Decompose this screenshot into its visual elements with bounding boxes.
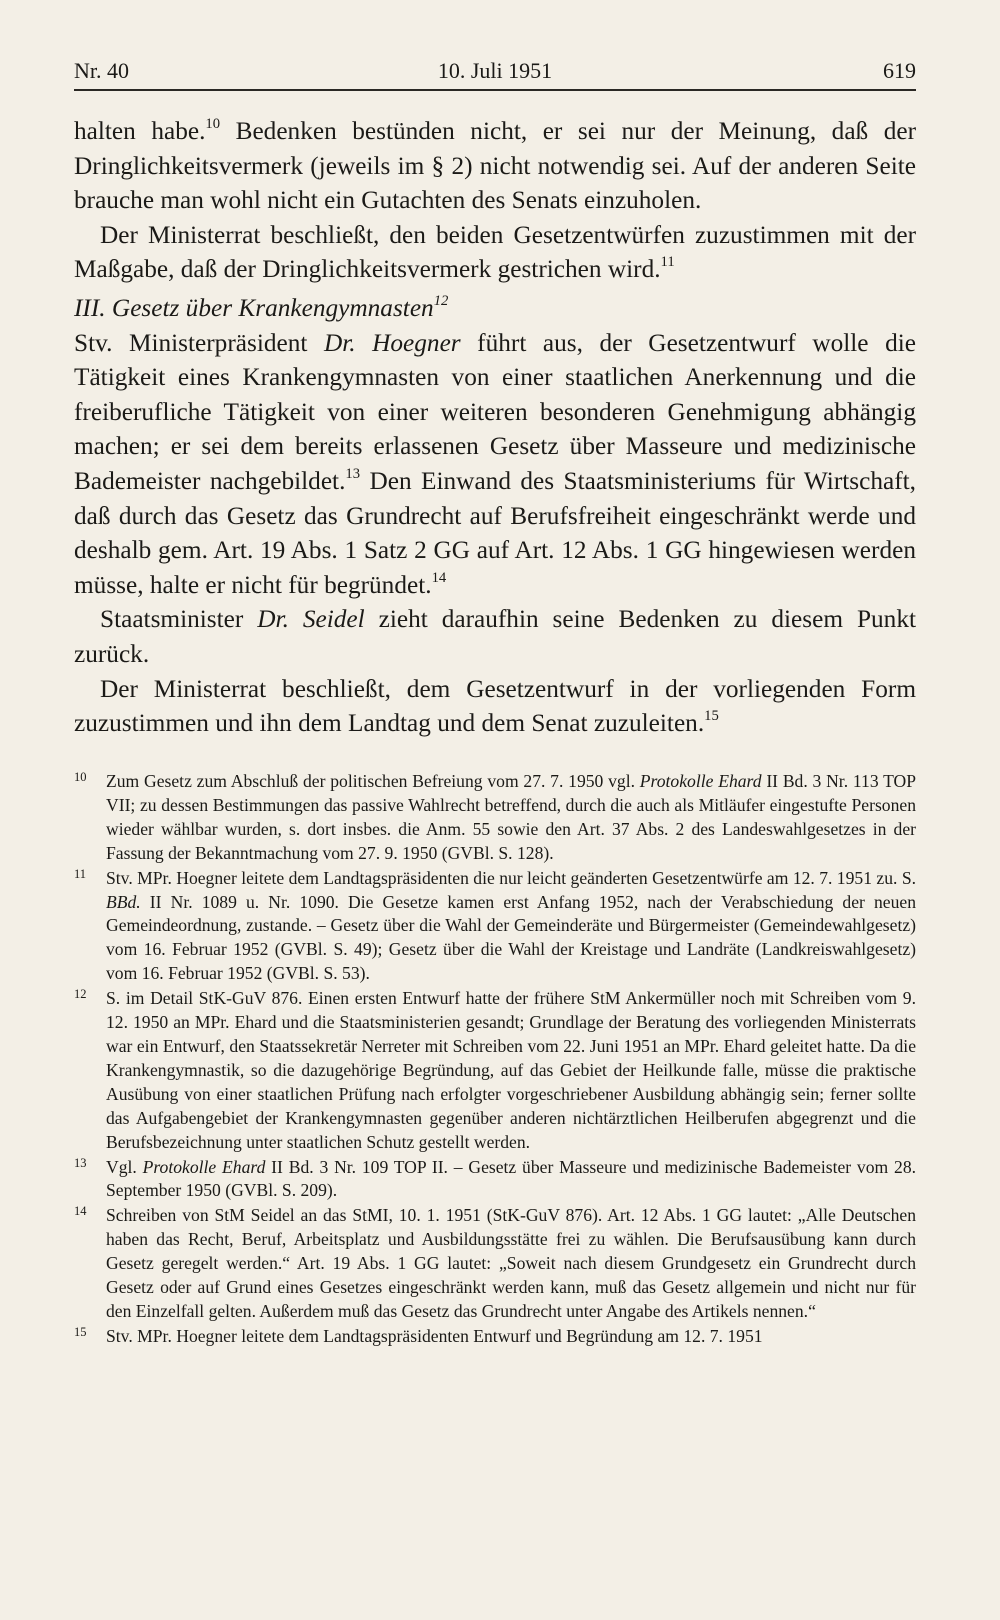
footnote-13	[74, 1156, 916, 1204]
text-run: Stv. MPr. Hoegner leitete dem Landtagspräsidenten Entwurf und Begründung am 12. 7. 1951	[106, 1325, 763, 1346]
text-run: Stv. Ministerpräsident	[74, 328, 324, 357]
footnote-12	[74, 987, 916, 1154]
footnote-number: 12	[74, 987, 87, 1002]
text-run: Den Einwand des Staatsministeriums für Wirtschaft, daß durch das Gesetz das Grundrecht auf Berufsfreiheit eingeschränkt werde und deshalb gem. Art. 19 Abs. 1 Satz 2 GG auf Art. 12 Abs. 1 GG hingewiesen werden müsse, halte er nicht für begründet.	[74, 466, 917, 599]
citation-title: Protokolle Ehard	[639, 771, 762, 791]
text-run: Der Ministerrat beschließt, dem Gesetzentwurf in der vorliegenden Form zuzustimmen und ihn dem Landtag und dem Senat zuzuleiten.	[74, 674, 916, 738]
footnote-ref-10: 10	[205, 116, 221, 132]
person-name: Dr. Hoegner	[323, 328, 461, 357]
footnote-11	[74, 867, 916, 987]
footnote-ref-14: 14	[431, 569, 447, 586]
citation-title: BBd.	[106, 891, 141, 912]
text-run: II Bd. 3 Nr. 113 TOP VII; zu dessen Bestimmungen das passive Wahlrecht betreffend, durch die auch als Mitläufer eingestufte Personen wieder wählbar wurden, s. dort insbes. die Anm. 55 sowie den Art. 37 Abs. 2 des Landeswahlgesetzes in der Fassung der Bekanntmachung vom 27. 9. 1950 (GVBl. S. 128).	[106, 771, 917, 863]
text-run: II Nr. 1089 u. Nr. 1090. Die Gesetze kamen erst Anfang 1952, nach der Verabschiedung der neuen Gemeindeordnung, zustande. – Gesetz über die Wahl der Gemeinderäte und Bürgermeister (Gemeindewahlgesetz) vom 16. Februar 1952 (GVBl. S. 49); Gesetz über die Wahl der Kreistage und Landräte (Landkreiswahlgesetz) vom 16. Februar 1952 (GVBl. S. 53).	[106, 891, 916, 984]
footnotes	[74, 770, 916, 1350]
footnote-number: 10	[74, 770, 87, 784]
text-run: halten habe.	[74, 117, 206, 145]
citation-title: Protokolle Ehard	[142, 1156, 266, 1177]
paragraph-1	[74, 114, 916, 218]
paragraph-3	[74, 326, 916, 603]
text-run: Zum Gesetz zum Abschluß der politischen Befreiung vom 27. 7. 1950 vgl.	[106, 771, 640, 791]
page-header	[74, 50, 916, 90]
person-name: Dr. Seidel	[257, 605, 365, 634]
text-run: Bedenken bestünden nicht, er sei nur der Meinung, daß der Dringlichkeitsvermerk (jeweils im § 2) nicht notwendig sei. Auf der anderen Seite brauche man wohl nicht ein Gutachten des Senats einzuholen.	[74, 117, 917, 215]
footnote-number: 11	[74, 866, 87, 881]
heading-text: III. Gesetz über Krankengymnasten	[74, 293, 434, 322]
page-number: 619	[883, 58, 916, 83]
text-run: Vgl.	[106, 1156, 143, 1177]
protocol-number: Nr. 40	[74, 58, 129, 83]
section-heading	[74, 291, 916, 326]
text-run: zieht daraufhin seine Bedenken zu diesem Punkt zurück.	[74, 605, 916, 668]
text-run: II Bd. 3 Nr. 109 TOP II. – Gesetz über Masseure und medizinische Bademeister vom 28. September 1950 (GVBl. S. 209).	[106, 1156, 917, 1201]
session-date: 10. Juli 1951	[437, 58, 553, 83]
header-rule	[74, 89, 916, 91]
text-run: Staatsminister	[100, 605, 258, 634]
footnote-ref-13: 13	[345, 465, 361, 482]
paragraph-4	[74, 602, 916, 671]
footnote-15	[74, 1325, 916, 1349]
footnote-number: 15	[74, 1324, 87, 1339]
footnote-ref-15: 15	[704, 708, 719, 725]
text-run: Stv. MPr. Hoegner leitete dem Landtagspräsidenten die nur leicht geänderten Gesetzentwürfe am 12. 7. 1951 zu. S.	[106, 867, 916, 888]
main-text	[74, 114, 916, 741]
footnote-14	[74, 1204, 916, 1324]
footnote-number: 14	[74, 1204, 87, 1219]
footnote-ref-11: 11	[660, 254, 675, 271]
footnote-10	[74, 770, 916, 866]
text-run: Schreiben von StM Seidel an das StMI, 10. 1. 1951 (StK-GuV 876). Art. 12 Abs. 1 GG lautet: „Alle Deutschen haben das Recht, Beruf, Arbeitsplatz und Ausbildungsstätte frei zu wählen. Die Berufsausübung kann durch Gesetz geregelt werden.“ Art. 19 Abs. 1 GG lautet: „Soweit nach diesem Grundgesetz ein Grundrecht durch Gesetz oder auf Grund eines Gesetzes eingeschränkt werden kann, muß das Gesetz allgemein und nicht nur für den Einzelfall gelten. Außerdem muß das Gesetz das Grundrecht unter Angabe des Artikels nennen.“	[106, 1205, 916, 1321]
footnote-number: 13	[74, 1155, 87, 1170]
paragraph-2	[74, 218, 916, 287]
text-run: führt aus, der Gesetzentwurf wolle die Tätigkeit eines Krankengymnasten von einer staatlichen Anerkennung und die freiberufliche Tätigkeit von einer weiteren besonderen Genehmigung abhängig machen; er sei dem bereits erlassenen Gesetz über Masseure und medizinische Bademeister nachgebildet.	[74, 328, 916, 495]
paragraph-5	[74, 672, 916, 741]
footnote-ref-12: 12	[433, 292, 449, 309]
text-run: Der Ministerrat beschließt, den beiden Gesetzentwürfen zuzustimmen mit der Maßgabe, daß der Dringlichkeitsvermerk gestrichen wird.	[74, 220, 916, 284]
text-run: S. im Detail StK-GuV 876. Einen ersten Entwurf hatte der frühere StM Ankermüller noch mit Schreiben vom 9. 12. 1950 an MPr. Ehard und die Staatsministerien gesandt; Grundlage der Beratung des vorliegenden Ministerrats war ein Entwurf, den Staatssekretär Nerreter mit Schreiben vom 22. Juni 1951 an MPr. Ehard geleitet hatte. Da die Krankengymnastik, so die dazugehörige Begründung, auf das Gebiet der Heilkunde falle, müsse die praktische Ausübung von einer staatlichen Prüfung nach erfolgter vorgeschriebener Ausbildung abhängig sein; ferner sollte das Aufgabengebiet der Krankengymnasten gegenüber anderen nichtärztlichen Heilberufen abgegrenzt und die Berufsbezeichnung unter staatlichen Schutz gestellt werden.	[106, 988, 916, 1152]
